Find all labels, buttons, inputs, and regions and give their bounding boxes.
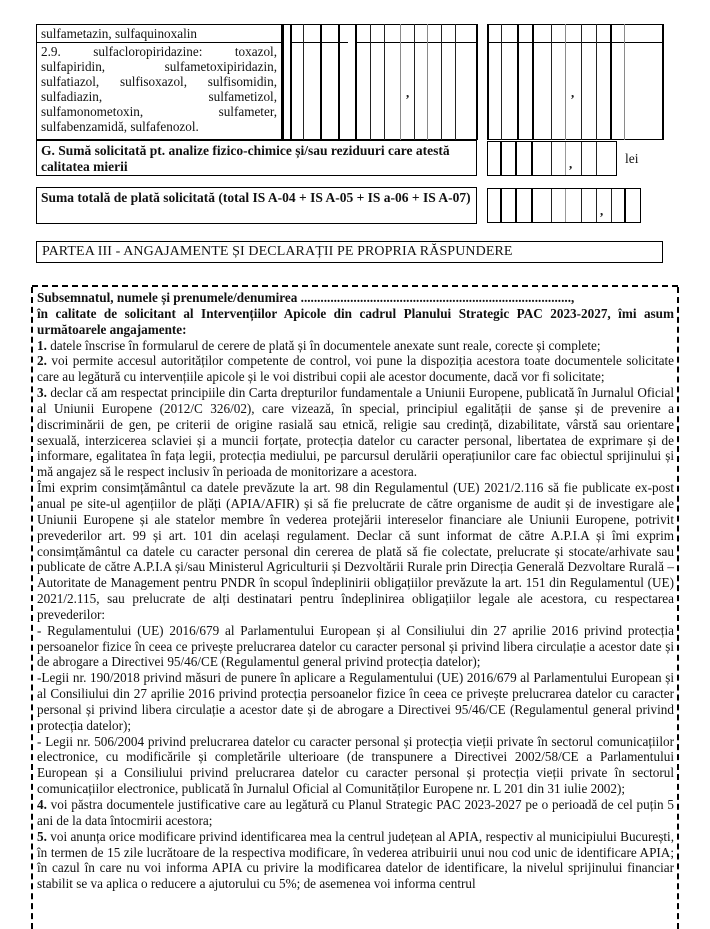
grid1-decimal-separator: , bbox=[406, 85, 410, 100]
item-text: datele înscrise în formularul de cerere de plată și în documentele anexate sunt reale, corecte și complete; bbox=[50, 337, 601, 353]
section-g-box bbox=[36, 140, 477, 176]
amount-digit-cell[interactable] bbox=[488, 142, 502, 175]
item-text: declar că am respectat principiile din Carta drepturilor fundamentale a Uniunii Europene, publicată în Jurnalul Oficial al Uniunii Europene (2012/C 326/02), care vizează, în special, principiul egalității de șanse și de prevenire a discriminării de gen, pe criterii de origine rasială sau etnică, religie sau credință, dizabilitate, vârstă sau orientare sexuală, interzicerea sclaviei și a muncii forțate, protecția datelor cu caracter personal, libertatea de exprimare și de informare, egalitatea în fața legii, protecția mediului, pe parcursul derulării operațiunilor care fac obiectul sprijinului și mă angajez să le respect inclusiv în perioada de monitorizare a acestora. bbox=[37, 385, 675, 480]
amount-decimal-cell[interactable] bbox=[597, 189, 612, 222]
part3-title-box bbox=[36, 241, 663, 263]
amount-digit-cell[interactable] bbox=[533, 142, 552, 175]
grid1-col bbox=[355, 24, 357, 140]
consent-paragraph: Îmi exprim consimțământul ca datele prevăzute la art. 98 din Regulamentul (UE) 2021/2.116 să fie publicate ex-post anual pe site-ul agențiilor de plăți (APIA/AFIR) și să fie prelucrate de către organisme de audit și de investigare ale Uniunii Europene și ale statelor membre în vederea protejării intereselor financiare ale Uniunii Europene, potrivit prevederilor art. 99 și art. 101 din același regulament. Declar că sunt informat de către A.P.I.A și îmi exprim consimțământul ca datele cu caracter personal din cererea de plată să fie colectate, prelucrate și stocate/arhivate sau publicate de către A.P.I.A și/sau Ministerul Agriculturii și Dezvoltării Rurale prin Direcția Generală Dezvoltare Rurală – Autoritate de Management pentru PNDR în scopul îndeplinirii obligațiilor prevăzute la art. 151 din Regulamentul (UE) 2021/2.115, sau prelucrate de alți destinatari pentru îndeplinirea obligațiilor legale ale acestora, cu respectarea prevederilor: bbox=[37, 480, 674, 622]
amount-digit-cell[interactable] bbox=[502, 142, 517, 175]
amount-digit-cell[interactable] bbox=[502, 189, 517, 222]
amount-digit-cell[interactable] bbox=[552, 189, 566, 222]
item-number: 5. bbox=[37, 828, 47, 844]
commitment-item bbox=[37, 338, 674, 354]
grid2-col bbox=[517, 24, 519, 140]
legal-reference: -Legii nr. 190/2018 privind măsuri de punere în aplicare a Regulamentului (UE) 2016/679 al Parlamentului European și al Consiliului din 27 aprilie 2016 privind protecția persoanelor fizice în ceea ce privește prelucrarea datelor cu caracter personal și privind libera circulație a acestor date și de abrogare a Directivei 95/46/CE (Regulamentul general privind protecția datelor); bbox=[37, 670, 674, 733]
amount-digit-cell[interactable] bbox=[597, 142, 612, 175]
grid1-mid-line-b bbox=[356, 42, 477, 43]
declaration-intro-name: Subsemnatul, numele și prenumele/denumirea .................................................................................., bbox=[37, 290, 575, 305]
grid1-col bbox=[290, 24, 292, 140]
item-text: voi permite accesul autorităților competente de control, voi pune la dispoziția acestora toate documentele solicitate care au legătură cu intervențiile apicole și le voi distribui copii ale acestor documente, dacă vor fi solicitate; bbox=[37, 353, 674, 385]
decimal-separator: , bbox=[600, 203, 604, 218]
amount-decimal-cell[interactable] bbox=[566, 142, 582, 175]
grid2-col bbox=[596, 24, 597, 140]
item-number: 1. bbox=[37, 337, 47, 353]
item-number: 4. bbox=[37, 797, 47, 812]
item-number: 2. bbox=[37, 353, 47, 369]
section-g-unit: lei bbox=[625, 151, 639, 166]
amount-digit-cell[interactable] bbox=[582, 189, 597, 222]
grid1-col bbox=[282, 24, 284, 140]
section-g-amount-cells[interactable] bbox=[487, 141, 617, 176]
amount-digit-cell[interactable] bbox=[566, 189, 582, 222]
row-2-9-text: 2.9. sulfacloropiridazine: toxazol, sulfapiridin, sulfametoxipiridazin, sulfatiazol, sulfisoxazol, sulfisomidin, sulfadiazin, sulfametizol, sulfamonometoxin, sulfameter, sulfabenzamidă, sulfafenozol. bbox=[41, 44, 277, 134]
commitment-item bbox=[37, 353, 674, 385]
grid1-col bbox=[455, 24, 456, 140]
grid2-col bbox=[581, 24, 582, 140]
commitment-item bbox=[37, 797, 674, 829]
grid1-col bbox=[303, 24, 304, 140]
total-box bbox=[36, 187, 477, 224]
grid1-col bbox=[427, 24, 428, 140]
total-amount-cells[interactable] bbox=[487, 188, 641, 223]
grid2-col bbox=[624, 24, 625, 140]
amount-digit-cell[interactable] bbox=[517, 189, 533, 222]
grid2-col bbox=[565, 24, 566, 140]
legal-reference: - Legii nr. 506/2004 privind prelucrarea datelor cu caracter personal și protecția vieții private în sectorul comunicațiilor electronice, cu modificările și completările ulterioare (de transpunere a Directivei 2002/58/CE a Parlamentului European și a Consiliului privind prelucrarea datelor cu caracter personal și protecția vieții private în sectorul comunicațiilor electronice, publicată în Jurnalul Oficial al Comunităților Europene nr. L 201 din 31 iulie 2002); bbox=[37, 733, 674, 797]
amount-digit-cell[interactable] bbox=[533, 189, 552, 222]
decimal-separator: , bbox=[569, 156, 573, 171]
grid1-col bbox=[414, 24, 415, 140]
item-text: voi anunța orice modificare privind identificarea mea la centrul județean al APIA, respectiv al municipiului București, în termen de 15 zile lucrătoare de la respectiva modificare, în vederea atribuirii unui nou cod unic de identificare APIA; în cazul în care nu voi informa APIA cu privire la modificarea datelor de identificare, la nivelul sprijinului financiar stabilit se va aplica o reducere a ajutorului cu 5%; de asemenea voi informa centrul bbox=[37, 828, 675, 892]
commitment-item bbox=[37, 829, 674, 892]
grid2-col bbox=[662, 24, 664, 140]
declaration-frame-right bbox=[677, 287, 679, 929]
amount-digit-cell[interactable] bbox=[582, 142, 597, 175]
declaration-intro-role: în calitate de solicitant al Intervențiilor Apicole din cadrul Planului Strategic PAC 2023-2027, îmi asum următoarele angajamente: bbox=[37, 305, 674, 337]
commitment-item bbox=[37, 385, 674, 480]
grid2-mid-line bbox=[487, 42, 663, 43]
amount-digit-cell[interactable] bbox=[488, 189, 502, 222]
declaration-text bbox=[37, 290, 674, 892]
item-number: 3. bbox=[37, 385, 47, 401]
legal-reference: - Regulamentului (UE) 2016/679 al Parlamentului European și al Consiliului din 27 aprilie 2016 privind protecția persoanelor fizice în ceea ce privește prelucrarea datelor cu caracter personal și privind libera circulație a acestor date și de abrogare a Directivei 95/46/CE (Regulamentul general privind protecția datelor); bbox=[37, 622, 674, 670]
grid1-col bbox=[370, 24, 371, 140]
grid1-col bbox=[338, 24, 340, 140]
part3-title: PARTEA III - ANGAJAMENTE ȘI DECLARAȚII PE PROPRIA RĂSPUNDERE bbox=[42, 244, 513, 259]
grid2-top-line bbox=[487, 24, 663, 25]
grid1-col bbox=[320, 24, 322, 140]
grid2-col bbox=[551, 24, 552, 140]
item-text: voi păstra documentele justificative care au legătură cu Planul Strategic PAC 2023-2027 pe o perioadă de cel puțin 5 ani de la data întocmirii acestora; bbox=[37, 797, 674, 828]
grid1-col bbox=[400, 24, 401, 140]
grid2-col bbox=[532, 24, 534, 140]
grid2-decimal-separator: , bbox=[571, 85, 575, 100]
amount-digit-cell[interactable] bbox=[626, 189, 640, 222]
declaration-frame-left bbox=[31, 287, 33, 929]
total-label: Suma totală de plată solicitată (total IS A-04 + IS A-05 + IS a-06 + IS A-07) bbox=[41, 190, 471, 205]
grid1-col bbox=[384, 24, 385, 140]
grid1-top-line bbox=[282, 24, 477, 25]
table-row-2-9-label bbox=[36, 42, 282, 140]
declaration-frame-top bbox=[32, 285, 678, 287]
grid2-bottom-line bbox=[487, 139, 663, 140]
grid2-col bbox=[487, 24, 489, 140]
amount-digit-cell[interactable] bbox=[612, 189, 626, 222]
table-row-prev-label bbox=[36, 24, 282, 43]
section-g-label: G. Sumă solicitată pt. analize fizico-chimice și/sau reziduuri care atestă calitatea mierii bbox=[41, 143, 450, 174]
grid1-col bbox=[441, 24, 442, 140]
row-prev-text: sulfametazin, sulfaquinoxalin bbox=[41, 26, 198, 41]
grid2-col bbox=[610, 24, 612, 140]
grid2-col bbox=[501, 24, 502, 140]
amount-digit-cell[interactable] bbox=[517, 142, 533, 175]
grid1-col bbox=[476, 24, 478, 140]
amount-digit-cell[interactable] bbox=[552, 142, 566, 175]
